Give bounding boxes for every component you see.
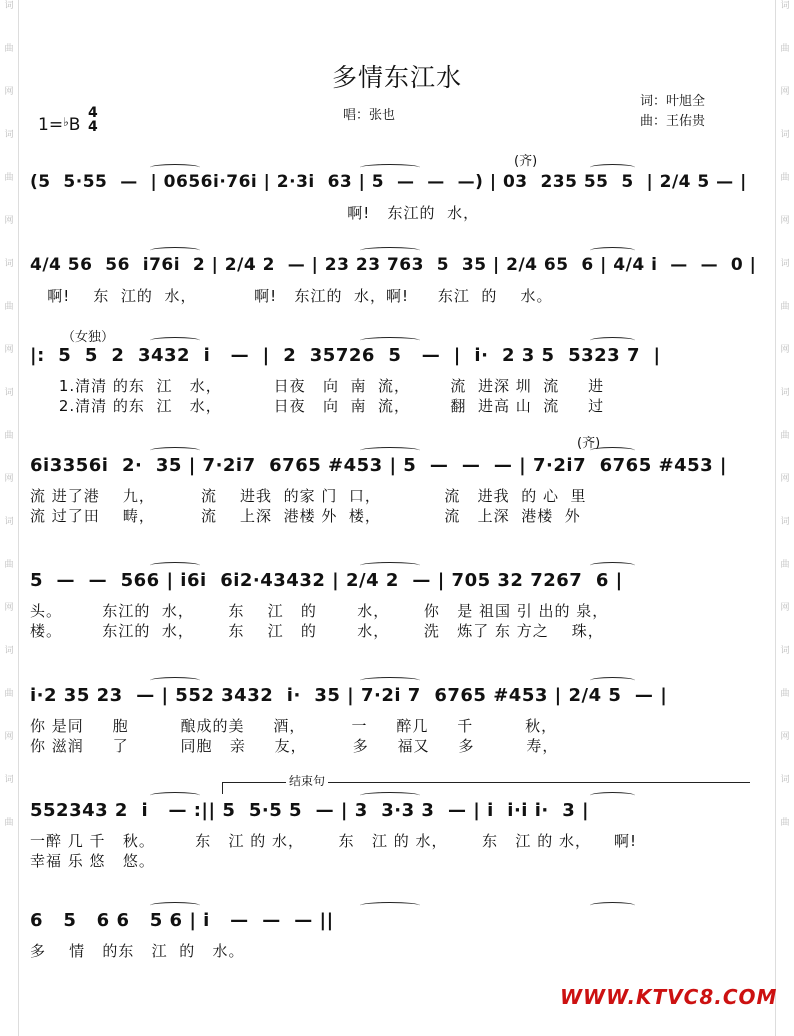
- lyric-line: 头。 东江的 水， 东 江 的 水， 你 是 祖国 引 出的 泉，: [30, 602, 609, 620]
- notation-line: 4/4 56 56 i76i 2 | 2/4 2 — | 23 23 763 5 35 | 2/4 65 6 | 4/4 i — — 0 |: [30, 255, 757, 275]
- singer-credit: 唱：张也: [343, 108, 396, 123]
- notation-line: |: 5 5 2 3432 i — | 2 35726 5 — | i· 2 3 5 5323 7 |: [30, 345, 661, 366]
- watermark-char: 词: [4, 646, 14, 656]
- watermark-char: 词: [780, 388, 790, 398]
- watermark-char: 网: [780, 603, 790, 613]
- composer-credit: 曲：王佑贵: [640, 114, 706, 129]
- watermark-char: 曲: [4, 302, 14, 312]
- watermark-char: 词: [780, 130, 790, 140]
- lyric-line: 流 进了港 九， 流 进我 的家 门 口， 流 进我 的 心 里: [30, 487, 587, 505]
- watermark-char: 曲: [4, 173, 14, 183]
- lyric-line: 一醉 几 千 秋。 东 江 的 水， 东 江 的 水， 东 江 的 水， 啊!: [30, 832, 638, 850]
- song-title: 多情东江水: [331, 63, 462, 92]
- lyric-line: 楼。 东江的 水， 东 江 的 水， 洗 炼了 东 方之 珠，: [30, 622, 604, 640]
- notation-line: 5 — — 566 | i6i 6i2·43432 | 2/4 2 — | 705 32 7267 6 |: [30, 570, 623, 591]
- watermark-char: 网: [780, 474, 790, 484]
- notation-line: 6i3356i 2· 35 | 7·2i7 6765 #453 | 5 — — — | 7·2i7 6765 #453 |: [30, 455, 727, 476]
- watermark-char: 曲: [4, 560, 14, 570]
- watermark-char: 曲: [780, 689, 790, 699]
- score-row: [30, 685, 770, 755]
- unison-marking-2: (齐): [577, 436, 601, 451]
- slur-mark: [360, 447, 420, 454]
- solo-marking: （女独）: [62, 330, 115, 345]
- slur-mark: [590, 792, 635, 799]
- score-row: [30, 570, 770, 640]
- watermark-char: 词: [4, 517, 14, 527]
- watermark-char: 曲: [780, 560, 790, 570]
- watermark-char: 网: [4, 87, 14, 97]
- watermark-char: 网: [780, 87, 790, 97]
- slur-mark: [150, 902, 200, 909]
- time-signature: [88, 106, 98, 134]
- watermark-char: 词: [780, 517, 790, 527]
- watermark-char: 曲: [4, 431, 14, 441]
- slur-mark: [360, 677, 420, 684]
- watermark-char: 网: [4, 474, 14, 484]
- watermark-char: 网: [4, 603, 14, 613]
- slur-mark: [590, 562, 635, 569]
- slur-mark: [150, 247, 200, 254]
- slur-mark: [590, 164, 635, 171]
- watermark-char: 网: [4, 732, 14, 742]
- slur-mark: [590, 447, 635, 454]
- slur-mark: [360, 164, 420, 171]
- watermark-char: 词: [780, 775, 790, 785]
- notation-line: 552343 2 i — :|| 5 5·5 5 — | 3 3·3 3 — | i i·i i· 3 |: [30, 800, 590, 821]
- score-row: [30, 910, 770, 980]
- lyric-line: 2.清清 的东 江 水， 日夜 向 南 流， 翻 进高 山 流 过: [30, 397, 605, 415]
- watermark-char: 词: [780, 646, 790, 656]
- watermark-char: 曲: [4, 689, 14, 699]
- notation-line: (5 5·55 — | 0656i·76i | 2·3i 63 | 5 — — —) | 03 235 55 5 | 2/4 5 — |: [30, 172, 747, 192]
- slur-mark: [590, 247, 635, 254]
- slur-mark: [150, 562, 200, 569]
- slur-mark: [150, 677, 200, 684]
- watermark-char: 网: [780, 345, 790, 355]
- watermark-char: 网: [780, 216, 790, 226]
- lyric-line: 啊! 东 江的 水， 啊! 东江的 水，啊! 东江 的 水。: [30, 287, 553, 305]
- slur-mark: [590, 677, 635, 684]
- watermark-char: 曲: [4, 818, 14, 828]
- watermark-char: 词: [4, 130, 14, 140]
- left-watermark-strip: [0, 0, 19, 1036]
- slur-mark: [360, 902, 420, 909]
- watermark-char: 网: [780, 732, 790, 742]
- time-signature-bottom: 4: [88, 119, 98, 135]
- slur-mark: [360, 337, 420, 344]
- watermark-char: 曲: [780, 44, 790, 54]
- watermark-char: 网: [4, 345, 14, 355]
- lyric-line: 你 是同 胞 酿成的美 酒， 一 醉几 千 秋，: [30, 717, 558, 735]
- watermark-char: 词: [4, 388, 14, 398]
- lyric-line: 1.清清 的东 江 水， 日夜 向 南 流， 流 进深 圳 流 进: [30, 377, 605, 395]
- notation-line: 6 5 6 6 5 6 | i — — — ||: [30, 910, 334, 931]
- watermark-char: 曲: [780, 431, 790, 441]
- lyricist-credit: 词：叶旭全: [640, 94, 706, 109]
- key-prefix: 1=: [38, 115, 64, 135]
- slur-mark: [150, 792, 200, 799]
- ending-label: 结束句: [286, 772, 328, 789]
- lyric-line: 你 滋润 了 同胞 亲 友， 多 福又 多 寿，: [30, 737, 559, 755]
- ending-bracket-tick: [222, 782, 223, 794]
- site-logo: WWW.KTVC8.COM: [560, 985, 778, 1009]
- score-row: [30, 800, 770, 870]
- slur-mark: [360, 247, 420, 254]
- watermark-char: 曲: [780, 818, 790, 828]
- watermark-char: 曲: [4, 44, 14, 54]
- lyric-line: 啊! 东江的 水，: [30, 204, 480, 222]
- right-watermark-strip: [775, 0, 794, 1036]
- watermark-char: 词: [780, 1, 790, 11]
- slur-mark: [150, 337, 200, 344]
- slur-mark: [150, 164, 200, 171]
- slur-mark: [590, 902, 635, 909]
- watermark-char: 词: [4, 259, 14, 269]
- score-row: [30, 455, 770, 525]
- slur-mark: [150, 447, 200, 454]
- time-signature-top: 4: [88, 105, 98, 121]
- score-row: [30, 255, 770, 325]
- slur-mark: [360, 562, 420, 569]
- watermark-char: 曲: [780, 173, 790, 183]
- key-note: B: [68, 115, 81, 135]
- lyric-line: 幸福 乐 悠 悠。: [30, 852, 155, 870]
- slur-mark: [590, 337, 635, 344]
- watermark-char: 网: [4, 216, 14, 226]
- key-signature: [38, 115, 80, 135]
- flat-symbol: ♭: [63, 115, 69, 129]
- lyric-line: 多 情 的东 江 的 水。: [30, 942, 245, 960]
- watermark-char: 词: [4, 775, 14, 785]
- watermark-char: 曲: [780, 302, 790, 312]
- slur-mark: [360, 792, 420, 799]
- unison-marking: (齐): [514, 154, 538, 169]
- score-row: [30, 345, 770, 415]
- score-row: [30, 172, 770, 242]
- lyric-line: 流 过了田 畴， 流 上深 港楼 外 楼， 流 上深 港楼 外: [30, 507, 581, 525]
- watermark-char: 词: [780, 259, 790, 269]
- watermark-char: 词: [4, 1, 14, 11]
- notation-line: i·2 35 23 — | 552 3432 i· 35 | 7·2i 7 6765 #453 | 2/4 5 — |: [30, 685, 668, 706]
